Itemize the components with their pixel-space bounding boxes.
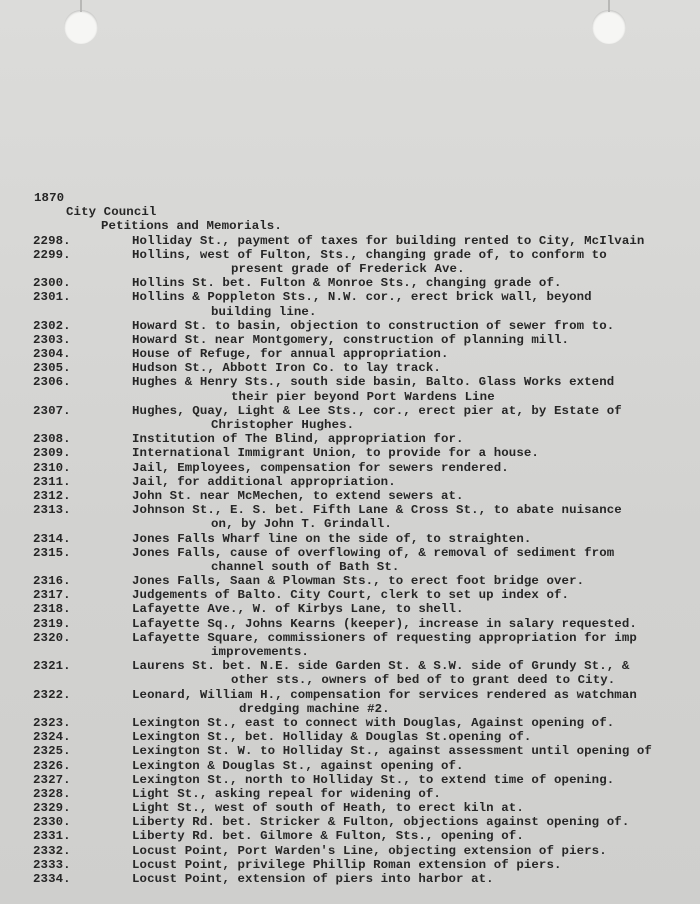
entry-text: Howard St. near Montgomery, construction of planning mill. xyxy=(132,332,570,347)
entry-continuation: channel south of Bath St. xyxy=(211,559,400,574)
entry-number: 2298. xyxy=(33,233,71,248)
entry-row xyxy=(0,432,700,446)
entry-text: Hughes & Henry Sts., south side basin, Balto. Glass Works extend xyxy=(132,375,615,390)
entry-continuation: on, by John T. Grindall. xyxy=(211,517,392,532)
entry-number: 2332. xyxy=(33,843,71,858)
entry-text: Locust Point, extension of piers into harbor at. xyxy=(132,872,494,886)
entry-row xyxy=(0,347,700,361)
entry-row xyxy=(0,872,700,886)
entry-continuation: dredging machine #2. xyxy=(239,701,390,716)
entry-text: Institution of The Blind, appropriation for. xyxy=(132,432,464,447)
entry-list xyxy=(0,234,700,887)
entry-number: 2323. xyxy=(33,715,71,730)
entry-row xyxy=(0,829,700,843)
entry-text: Jones Falls, cause of overflowing of, & removal of sediment from xyxy=(132,545,615,560)
council-heading: City Council xyxy=(66,205,157,220)
entry-row xyxy=(0,858,700,872)
entry-number: 2313. xyxy=(33,503,71,518)
entry-number: 2301. xyxy=(33,290,71,305)
entry-text: Holliday St., payment of taxes for building rented to City, McIlvain xyxy=(132,233,645,248)
entry-row xyxy=(0,631,700,659)
entry-number: 2306. xyxy=(33,375,71,390)
entry-number: 2325. xyxy=(33,744,71,759)
entry-number: 2299. xyxy=(33,247,71,262)
entry-row xyxy=(0,234,700,248)
entry-number: 2328. xyxy=(33,786,71,801)
entry-number: 2312. xyxy=(33,488,71,503)
entry-continuation: building line. xyxy=(211,304,317,319)
entry-row xyxy=(0,276,700,290)
entry-number: 2333. xyxy=(33,857,71,872)
entry-row xyxy=(0,574,700,588)
entry-row xyxy=(0,730,700,744)
entry-number: 2302. xyxy=(33,318,71,333)
index-listing xyxy=(0,191,700,886)
entry-text: Locust Point, Port Warden's Line, objecting extension of piers. xyxy=(132,843,607,858)
entry-text: Lexington St., east to connect with Douglas, Against opening of. xyxy=(132,715,615,730)
entry-text: John St. near McMechen, to extend sewers at. xyxy=(132,488,464,503)
entry-number: 2331. xyxy=(33,829,71,844)
entry-text: Hollins St. bet. Fulton & Monroe Sts., changing grade of. xyxy=(132,276,562,291)
entry-row xyxy=(0,588,700,602)
entry-row xyxy=(0,688,700,716)
entry-row xyxy=(0,659,700,687)
entry-text: Hudson St., Abbott Iron Co. to lay track. xyxy=(132,361,441,376)
entry-number: 2321. xyxy=(33,659,71,674)
entry-text: Jail, for additional appropriation. xyxy=(132,474,396,489)
entry-row xyxy=(0,361,700,375)
entry-number: 2319. xyxy=(33,616,71,631)
entry-continuation: their pier beyond Port Wardens Line xyxy=(231,389,495,404)
entry-continuation: improvements. xyxy=(211,645,309,659)
entry-number: 2314. xyxy=(33,531,71,546)
entry-number: 2334. xyxy=(33,872,71,886)
entry-row xyxy=(0,404,700,432)
entry-row xyxy=(0,617,700,631)
entry-text: Hollins & Poppleton Sts., N.W. cor., erect brick wall, beyond xyxy=(132,290,592,305)
entry-row xyxy=(0,375,700,403)
entry-number: 2315. xyxy=(33,545,71,560)
entry-row xyxy=(0,333,700,347)
entry-number: 2305. xyxy=(33,361,71,376)
entry-text: Lafayette Ave., W. of Kirbys Lane, to shell. xyxy=(132,602,464,617)
entry-row xyxy=(0,801,700,815)
entry-number: 2308. xyxy=(33,432,71,447)
entry-text: Johnson St., E. S. bet. Fifth Lane & Cross St., to abate nuisance xyxy=(132,503,622,518)
entry-number: 2317. xyxy=(33,588,71,603)
entry-text: International Immigrant Union, to provide for a house. xyxy=(132,446,539,461)
entry-text: Laurens St. bet. N.E. side Garden St. & S.W. side of Grundy St., & xyxy=(132,659,630,674)
entry-row xyxy=(0,290,700,318)
entry-number: 2330. xyxy=(33,815,71,830)
entry-row xyxy=(0,744,700,758)
entry-row xyxy=(0,787,700,801)
entry-row xyxy=(0,759,700,773)
entry-text: House of Refuge, for annual appropriation. xyxy=(132,347,449,362)
entry-number: 2311. xyxy=(33,474,71,489)
entry-text: Jones Falls, Saan & Plowman Sts., to erect foot bridge over. xyxy=(132,574,585,589)
entry-row xyxy=(0,503,700,531)
entry-text: Lafayette Sq., Johns Kearns (keeper), increase in salary requested. xyxy=(132,616,637,631)
entry-text: Liberty Rd. bet. Gilmore & Fulton, Sts., opening of. xyxy=(132,829,524,844)
entry-row xyxy=(0,446,700,460)
entry-continuation: Christopher Hughes. xyxy=(211,418,355,432)
entry-text: Liberty Rd. bet. Stricker & Fulton, objections against opening of. xyxy=(132,815,630,830)
entry-number: 2322. xyxy=(33,687,71,702)
punch-hole-right xyxy=(592,10,626,44)
entry-number: 2327. xyxy=(33,772,71,787)
entry-number: 2310. xyxy=(33,460,71,475)
entry-number: 2309. xyxy=(33,446,71,461)
entry-text: Leonard, William H., compensation for services rendered as watchman xyxy=(132,687,637,702)
section-heading: Petitions and Memorials. xyxy=(101,219,282,234)
entry-row xyxy=(0,773,700,787)
punch-hole-left xyxy=(64,10,98,44)
entry-row xyxy=(0,716,700,730)
entry-row xyxy=(0,602,700,616)
entry-number: 2326. xyxy=(33,758,71,773)
entry-text: Light St., asking repeal for widening of. xyxy=(132,786,441,801)
entry-row xyxy=(0,319,700,333)
entry-number: 2303. xyxy=(33,332,71,347)
entry-number: 2307. xyxy=(33,403,71,418)
entry-row xyxy=(0,815,700,829)
entry-text: Jail, Employees, compensation for sewers rendered. xyxy=(132,460,509,475)
entry-text: Lafayette Square, commissioners of requesting appropriation for imp xyxy=(132,630,637,645)
entry-text: Judgements of Balto. City Court, clerk to set up index of. xyxy=(132,588,570,603)
entry-number: 2329. xyxy=(33,801,71,816)
entry-number: 2320. xyxy=(33,630,71,645)
entry-text: Hollins, west of Fulton, Sts., changing grade of, to conform to xyxy=(132,247,607,262)
entry-text: Lexington & Douglas St., against opening of. xyxy=(132,758,464,773)
entry-row xyxy=(0,475,700,489)
entry-text: Light St., west of south of Heath, to erect kiln at. xyxy=(132,801,524,816)
entry-number: 2324. xyxy=(33,730,71,745)
entry-continuation: present grade of Frederick Ave. xyxy=(231,261,465,276)
entry-continuation: other sts., owners of bed of to grant deed to City. xyxy=(231,673,616,688)
entry-text: Howard St. to basin, objection to construction of sewer from to. xyxy=(132,318,615,333)
entry-number: 2304. xyxy=(33,347,71,362)
entry-row xyxy=(0,532,700,546)
entry-text: Jones Falls Wharf line on the side of, to straighten. xyxy=(132,531,532,546)
entry-row xyxy=(0,461,700,475)
entry-number: 2316. xyxy=(33,574,71,589)
entry-text: Locust Point, privilege Phillip Roman extension of piers. xyxy=(132,857,562,872)
entry-number: 2300. xyxy=(33,276,71,291)
entry-row xyxy=(0,546,700,574)
entry-text: Lexington St., bet. Holliday & Douglas St.opening of. xyxy=(132,730,532,745)
year-heading: 1870 xyxy=(34,191,65,205)
entry-row xyxy=(0,844,700,858)
entry-row xyxy=(0,489,700,503)
entry-text: Lexington St., north to Holliday St., to extend time of opening. xyxy=(132,772,615,787)
entry-text: Lexington St. W. to Holliday St., against assessment until opening of xyxy=(132,744,652,759)
entry-row xyxy=(0,248,700,276)
entry-number: 2318. xyxy=(33,602,71,617)
entry-text: Hughes, Quay, Light & Lee Sts., cor., erect pier at, by Estate of xyxy=(132,403,622,418)
